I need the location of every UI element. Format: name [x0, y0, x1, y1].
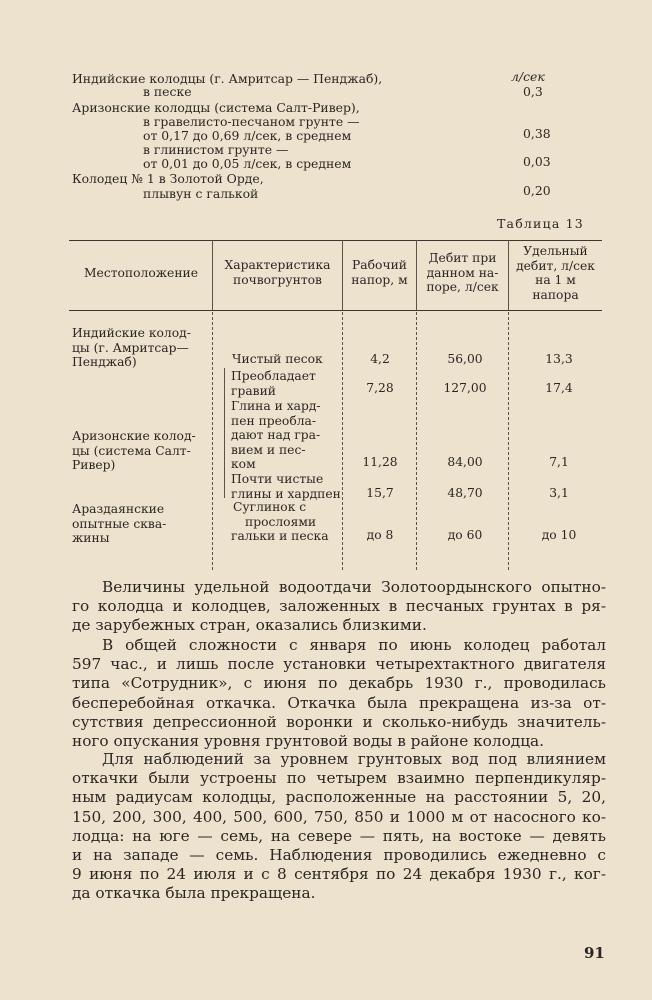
specific-cell: до 10: [541, 528, 577, 542]
debit-cell: 127,00: [443, 381, 487, 395]
debit-cell: до 60: [447, 528, 483, 542]
paragraph: Величины удельной водоотдачи Золотоордынского опытно- го колодца и колодцев, заложенных в песчаных грунтах в ря- де зарубежных стран, оказались близкими.: [72, 578, 606, 635]
head-cell: 15,7: [366, 486, 394, 500]
list-item-line: от 0,17 до 0,69 л/сек, в среднем: [143, 128, 352, 143]
debit-cell: 84,00: [447, 455, 483, 469]
list-item-line: в песке: [143, 84, 192, 99]
soil-cell: Суглинок с прослоями гальки и песка: [231, 500, 329, 543]
header-debit: Дебит при данном на- поре, л/сек: [426, 251, 499, 294]
table-caption: Таблица 13: [497, 216, 584, 231]
debit-cell: 48,70: [447, 486, 483, 500]
column-divider: [508, 312, 509, 570]
head-cell: 7,28: [366, 381, 394, 395]
list-item-line: Индийские колодцы (г. Амритсар — Пенджаб),: [72, 71, 383, 86]
list-item-line: Аризонские колодцы (система Салт-Ривер),: [72, 100, 360, 115]
list-item-value: 0,38: [523, 126, 551, 141]
location-arizona: Аризонские колод- цы (система Салт- Ривер): [72, 429, 196, 472]
header-head: Рабочий напор, м: [351, 258, 408, 287]
header-specific-debit: Удельный дебит, л/сек на 1 м напора: [516, 244, 595, 302]
specific-cell: 3,1: [549, 486, 569, 500]
location-indian: Индийские колод- цы (г. Амритсар— Пенджаб): [72, 326, 191, 369]
list-item-line: в гравелисто-песчаном грунте —: [143, 114, 360, 129]
head-cell: 11,28: [362, 455, 398, 469]
header-location: Местоположение: [83, 266, 199, 280]
soil-cell: Преобладает гравий: [231, 369, 316, 398]
list-item-line: Колодец № 1 в Золотой Орде,: [72, 171, 264, 186]
list-item-value: 0,20: [523, 183, 551, 198]
specific-cell: 17,4: [545, 381, 573, 395]
header-soil: Характеристика почвогрунтов: [224, 258, 331, 287]
soil-cell: Чистый песок: [232, 352, 323, 366]
head-cell: до 8: [366, 528, 394, 542]
page-number: 91: [584, 944, 605, 962]
row-group-bracket: [224, 368, 225, 498]
unit-header: л/сек: [511, 69, 545, 84]
location-arazdayan: Араздаянские опытные сква- жины: [72, 502, 167, 545]
soil-cell: Глина и хард- пен преобла- дают над гра- вием и пес- ком: [231, 399, 321, 471]
head-cell: 4,2: [370, 352, 390, 366]
list-item-line: в глинистом грунте —: [143, 142, 289, 157]
list-item-line: от 0,01 до 0,05 л/сек, в среднем: [143, 156, 352, 171]
list-item-value: 0,3: [523, 84, 543, 99]
soil-cell: Почти чистые глины и хардпен: [231, 472, 341, 501]
paragraph: В общей сложности с января по июнь колодец работал 597 час., и лишь после установки четырехтактного двигателя типа «Сотрудник», с июня по декабрь 1930 г., проводилась бесперебойная откачка. Откачка была прекращена из-за от- сутствия депрессионной воронки и сколько-нибудь значитель- ного опускания уровня грунтовой воды в районе колодца.: [72, 636, 606, 751]
table-top-rule: [69, 240, 602, 241]
list-item-line: плывун с галькой: [143, 186, 259, 201]
specific-cell: 7,1: [549, 455, 569, 469]
list-item-value: 0,03: [523, 154, 551, 169]
table-header-rule: [69, 310, 602, 311]
paragraph: Для наблюдений за уровнем грунтовых вод под влиянием откачки были устроены по четырем взаимно перпендикуляр- ным радиусам колодцы, расположенные на расстоянии 5, 20, 150, 200, 300, 400, 500, 600, 750, 850 и 1000 м от насосного ко- лодца: на юге — семь, на севере — пять, на востоке — девять и на западе — семь. Наблюдения проводились ежедневно с 9 июня по 24 июля и с 8 сентября по 24 декабря 1930 г., ког- да откачка была прекращена.: [72, 750, 606, 903]
debit-cell: 56,00: [447, 352, 483, 366]
column-divider: [212, 312, 213, 570]
specific-cell: 13,3: [545, 352, 573, 366]
